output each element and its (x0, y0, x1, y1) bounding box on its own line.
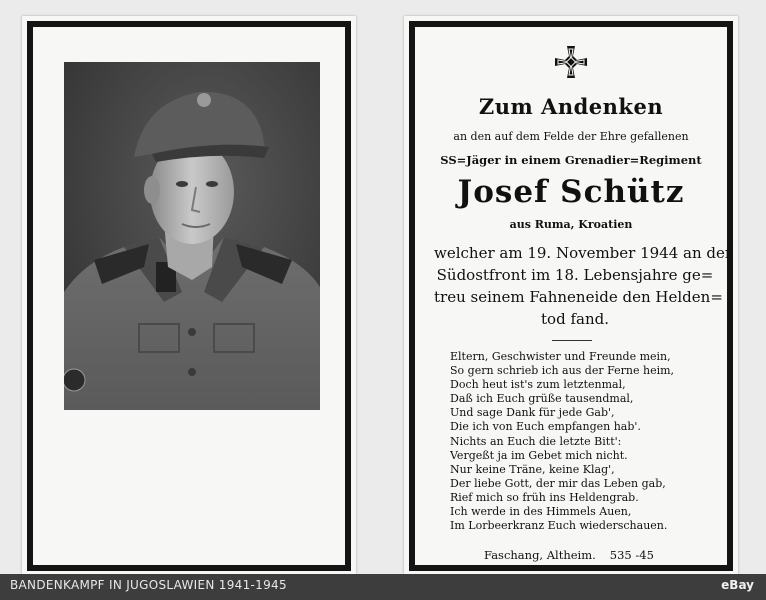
poem-line: Der liebe Gott, der mir das Leben gab, (450, 476, 666, 490)
poem-line: Nur keine Träne, keine Klag', (450, 462, 615, 476)
printer-name: Faschang, Altheim. (484, 548, 596, 562)
poem-line: Und sage Dank für jede Gab', (450, 406, 615, 420)
subtitle: an den auf dem Felde der Ehre gefallenen (453, 130, 689, 143)
title: Zum Andenken (478, 94, 664, 119)
poem-line: Daß ich Euch grüße tausendmal, (450, 392, 634, 406)
ebay-watermark: eBay (721, 578, 754, 592)
poem-line: Eltern, Geschwister und Freunde mein, (450, 350, 671, 363)
poem-line: Nichts an Euch die letzte Bitt': (450, 434, 622, 448)
death-notice (434, 242, 733, 330)
death-line: welcher am 19. November 1944 an der (434, 244, 733, 262)
divider (552, 340, 592, 341)
print-number: 535 -45 (609, 548, 654, 562)
left-card (22, 16, 356, 576)
printer-footer (484, 548, 654, 562)
poem-line: Rief mich so früh ins Heldengrab. (450, 490, 639, 504)
death-line: treu seinem Fahneneide den Helden= (434, 288, 723, 306)
poem-line: Im Lorbeerkranz Euch wiederschauen. (450, 519, 668, 533)
poem-line: Doch heut ist's zum letztenmal, (450, 378, 626, 392)
caption-bar (0, 574, 766, 600)
poem (450, 350, 718, 533)
death-line: Südostfront im 18. Lebensjahre ge= (436, 266, 714, 284)
death-line: tod fand. (541, 310, 609, 328)
poem-line: Ich werde in des Himmels Auen, (450, 505, 632, 519)
right-card (404, 16, 738, 576)
soldier-portrait-icon (64, 62, 320, 410)
iron-cross-icon (404, 45, 738, 83)
caption-text: BANDENKAMPF IN JUGOSLAWIEN 1941-1945 (10, 578, 287, 592)
origin-text: aus Ruma, Kroatien (509, 218, 633, 231)
soldier-name: Josef Schütz (457, 174, 685, 210)
poem-line: Vergeßt ja im Gebet mich nicht. (450, 448, 628, 462)
poem-line: So gern schrieb ich aus der Ferne heim, (450, 364, 675, 378)
rank-text: SS=Jäger in einem Grenadier=Regiment (440, 153, 702, 167)
poem-line: Die ich von Euch empfangen hab'. (450, 420, 641, 434)
